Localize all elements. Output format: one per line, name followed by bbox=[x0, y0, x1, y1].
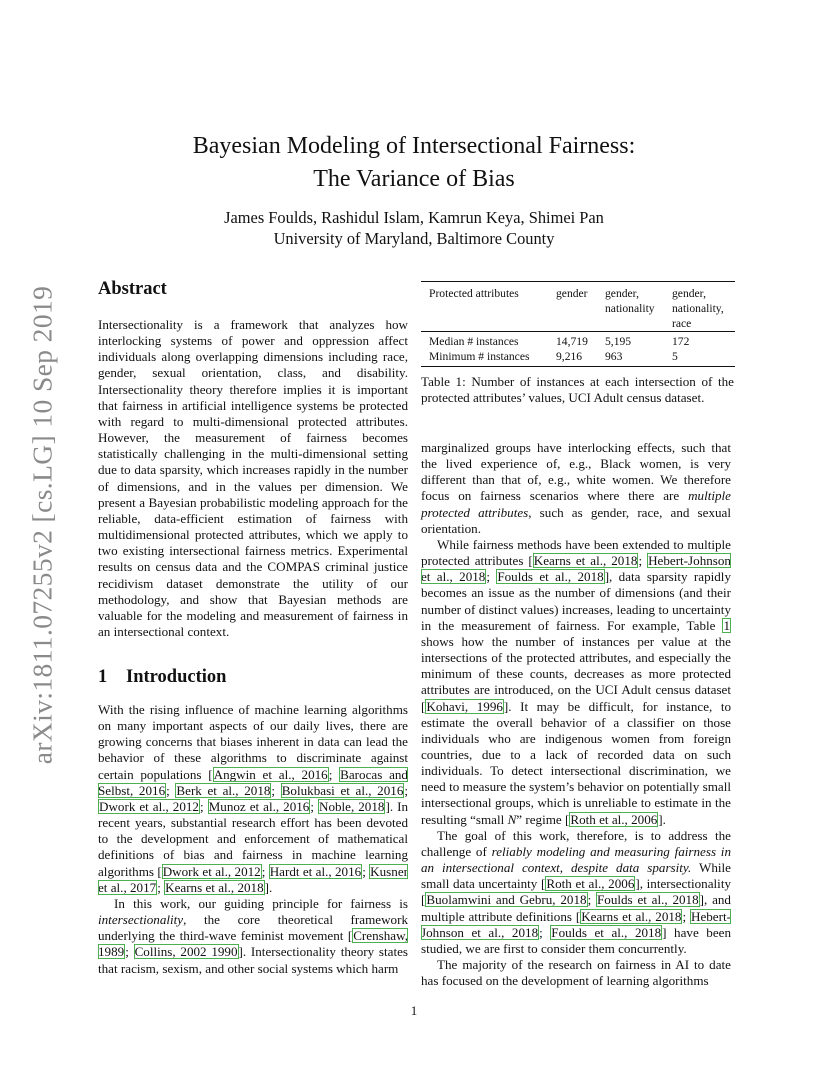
citation-link[interactable]: Roth et al., 2006 bbox=[570, 811, 658, 827]
text-run: ]. In recent years, substantial research effort has been devoted to the development and enforcement of mathematical definitions of bias and fairness in machine learning algorithms [ bbox=[98, 798, 408, 879]
citation-link[interactable]: Foulds et al., 2018 bbox=[551, 924, 662, 940]
table-header-cell: gender bbox=[556, 287, 588, 300]
table-header-row bbox=[421, 282, 735, 331]
text-run: While fairness methods have been extended to multiple protected attributes [ bbox=[421, 536, 731, 569]
text-run: ; bbox=[362, 863, 370, 879]
citation-link[interactable]: Munoz et al., 2016 bbox=[208, 798, 310, 814]
citation-link[interactable]: Collins, 2002 1990 bbox=[134, 944, 238, 960]
citation-link[interactable]: Foulds et al., 2018 bbox=[497, 569, 604, 585]
text-run: marginalized groups have interlocking effects, such that the lived experience of, e.g., Black women, is very different than that of, e.g., white women. We therefore focus on fairness scenarios where there are bbox=[421, 440, 731, 504]
text-run: ; bbox=[125, 944, 134, 960]
text-run: While small data uncertainty [ bbox=[421, 860, 731, 892]
text-run: ; bbox=[486, 569, 497, 585]
arxiv-sidebar-stamp bbox=[22, 285, 62, 765]
text-run: , such as gender, race, and sexual orientation. bbox=[421, 504, 731, 536]
right-column-body bbox=[421, 440, 731, 989]
text-run: The goal of this work, therefore, is to address the challenge of bbox=[421, 827, 731, 859]
text-run: ; bbox=[310, 798, 318, 814]
text-run: ; bbox=[404, 782, 409, 798]
citation-link[interactable]: Hardt et al., 2016 bbox=[269, 863, 362, 879]
text-run: In this work, our guiding principle for fairness is bbox=[114, 895, 408, 911]
text-run: ], intersectionality [ bbox=[421, 876, 732, 908]
text-run: With the rising influence of machine learning algorithms on many important aspects of our daily lives, there are growing concerns that biases inherent in data can lead the behavior of these algorithms to discriminate against certain populations [ bbox=[98, 702, 408, 782]
author-affiliation: University of Maryland, Baltimore County bbox=[273, 229, 555, 248]
table-cell: 5,195 bbox=[605, 335, 632, 348]
abstract-text: Intersectionality is a framework that analyzes how interlocking systems of power and oppression affect individuals along overlapping dimensions including race, gender, sexual orientation, class, and disability. Intersectionality theory therefore implies it is important that fairness in artificial intelligence systems be protected with regard to multi-dimensional protected attributes. However, the measurement of fairness becomes statistically challenging in the multi-dimensional setting due to data sparsity, which increases rapidly in the number of dimensions, and in the values per dimension. We present a Bayesian probabilistic modeling approach for the reliable, data-efficient estimation of fairness with multidimensional protected attributes, which we apply to two existing intersectional fairness metrics. Experimental results on census data and the COMPAS criminal justice recidivism dataset demonstrate the utility of our methodology, and show that Bayesian methods are valuable for the modeling and measurement of fairness in an intersectional context. bbox=[98, 317, 408, 639]
table-cell: 5 bbox=[672, 350, 678, 363]
table-cell: Minimum # instances bbox=[429, 350, 530, 363]
title-line-2: The Variance of Bias bbox=[313, 166, 515, 192]
citation-link[interactable]: Dwork et al., 2012 bbox=[99, 798, 199, 814]
emphasis: reliably modeling and measuring fairness in an intersectional context, despite data sparsity. bbox=[421, 843, 731, 876]
citation-link[interactable]: Buolamwini and Gebru, 2018 bbox=[426, 892, 587, 908]
section-title: Introduction bbox=[126, 667, 227, 687]
text-run: ; bbox=[328, 766, 340, 782]
instances-table-body bbox=[421, 332, 735, 366]
text-run: ” regime [ bbox=[516, 811, 570, 827]
table-cell: 963 bbox=[605, 350, 623, 363]
intro-paragraph-1 bbox=[98, 702, 408, 896]
citation-link[interactable]: Kearns et al., 2018 bbox=[165, 879, 264, 895]
text-run: ; bbox=[199, 798, 208, 814]
table-bottom-rule bbox=[421, 366, 735, 367]
citation-link[interactable]: Kearns et al., 2018 bbox=[581, 908, 682, 924]
text-run: ]. bbox=[658, 811, 666, 827]
table-cell: 14,719 bbox=[556, 335, 588, 348]
text-run: ]. It may be difficult, for instance, to estimate the overall behavior of a classifier on those individuals who are indigenous women from foreign countries, due to a lack of recorded data on such individuals. To detect intersectional discrimination, we need to measure the system’s behavior on potentially small intersectional groups, which is unreliable to estimate in the resulting “small bbox=[421, 698, 732, 827]
text-run: ; bbox=[587, 892, 596, 908]
citation-link[interactable]: Bolukbasi et al., 2016 bbox=[281, 782, 404, 798]
citation-link[interactable]: Kearns et al., 2018 bbox=[533, 553, 638, 569]
right-paragraph-4: The majority of the research on fairness in AI to date has focused on the development of learning algorithms bbox=[421, 957, 731, 989]
table-cell: 172 bbox=[672, 335, 690, 348]
table-cell: 9,216 bbox=[556, 350, 583, 363]
emphasis: N bbox=[507, 811, 517, 827]
text-run: ] have been studied, we are first to consider them concurrently. bbox=[421, 924, 731, 956]
table-row bbox=[421, 349, 735, 366]
right-paragraph-3 bbox=[421, 828, 731, 957]
text-run: ; bbox=[682, 908, 690, 924]
abstract-heading: Abstract bbox=[98, 279, 167, 299]
arxiv-identifier: arXiv:1811.07255v2 [cs.LG] 10 Sep 2019 bbox=[26, 285, 58, 765]
citation-link[interactable]: Crenshaw, 1989 bbox=[98, 928, 408, 960]
right-paragraph-2 bbox=[421, 537, 731, 828]
table-caption: Table 1: Number of instances at each intersection of the protected attributes’ values, UCI Adult census dataset. bbox=[421, 374, 734, 406]
text-run: ], and multiple attribute definitions [ bbox=[421, 892, 731, 924]
citation-link[interactable]: Kohavi, 1996 bbox=[426, 698, 503, 714]
table-reference-link[interactable]: 1 bbox=[723, 617, 730, 633]
text-run: ; bbox=[539, 924, 551, 940]
citation-link[interactable]: Dwork et al., 2012 bbox=[162, 863, 261, 879]
author-block bbox=[100, 207, 728, 249]
author-names: James Foulds, Rashidul Islam, Kamrun Keya, Shimei Pan bbox=[224, 208, 604, 227]
introduction-heading bbox=[98, 666, 226, 688]
table-cell: Median # instances bbox=[429, 335, 519, 348]
table-header-cell: gender, nationality, race bbox=[672, 287, 724, 330]
text-run: ], data sparsity rapidly becomes an issue as the number of dimensions (and their number of distinct values) increases, leading to uncertainty in the measurement of fairness. For example, Table bbox=[421, 569, 731, 633]
text-run: ; bbox=[261, 863, 269, 879]
text-run: ; bbox=[638, 553, 648, 569]
title-line-1: Bayesian Modeling of Intersectional Fairness: bbox=[192, 133, 636, 159]
citation-link[interactable]: Hebert-Johnson et al., 2018 bbox=[421, 553, 731, 585]
citation-link[interactable]: Foulds et al., 2018 bbox=[597, 892, 699, 908]
citation-link[interactable]: Berk et al., 2018 bbox=[176, 782, 271, 798]
citation-link[interactable]: Roth et al., 2006 bbox=[546, 876, 635, 892]
section-number: 1 bbox=[98, 667, 108, 687]
paper-title bbox=[100, 130, 728, 196]
abstract-body bbox=[98, 317, 408, 640]
instances-table bbox=[421, 282, 735, 331]
table-header-cell: gender, nationality bbox=[605, 287, 655, 315]
text-run: ; bbox=[166, 782, 176, 798]
text-run: ; bbox=[271, 782, 281, 798]
text-run: ]. Intersectionality theory states that racism, sexism, and other social systems which harm bbox=[98, 944, 408, 976]
citation-link[interactable]: Noble, 2018 bbox=[318, 798, 385, 814]
emphasis: multiple protected attributes bbox=[421, 488, 731, 520]
text-run: shows how the number of instances per value at the intersections of the protected attributes, and especially the minimum of these counts, decreases as more protected attributes are introduced, on the UCI Adult census dataset [ bbox=[421, 633, 731, 714]
text-run: , the core theoretical framework underlying the third-wave feminist movement [ bbox=[98, 912, 408, 944]
text-run: ]. bbox=[264, 879, 273, 895]
introduction-body bbox=[98, 702, 408, 977]
citation-link[interactable]: Angwin et al., 2016 bbox=[213, 766, 328, 782]
text-run: ; bbox=[157, 879, 165, 895]
table-header-cell: Protected attributes bbox=[429, 287, 519, 300]
intro-paragraph-2 bbox=[98, 896, 408, 977]
citation-link[interactable]: Hebert-Johnson et al., 2018 bbox=[421, 908, 731, 940]
right-paragraph-1 bbox=[421, 440, 731, 537]
table-row bbox=[421, 332, 735, 349]
table-1 bbox=[421, 281, 735, 367]
emphasis: intersectionality bbox=[98, 912, 184, 928]
citation-link[interactable]: Barocas and Selbst, 2016 bbox=[98, 766, 408, 798]
citation-link[interactable]: Kusner et al., 2017 bbox=[98, 863, 408, 895]
page-number: 1 bbox=[410, 1003, 418, 1018]
